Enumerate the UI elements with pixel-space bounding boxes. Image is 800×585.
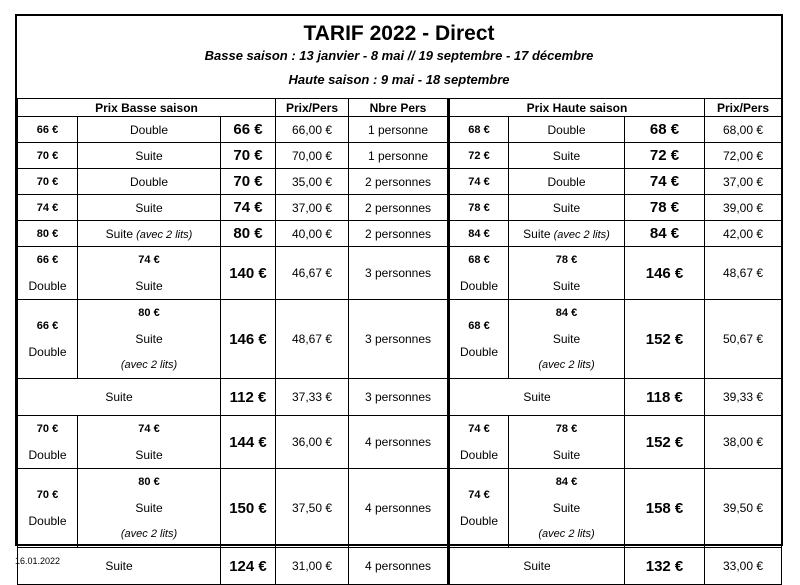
haute-per-person: 38,00 € <box>705 416 782 469</box>
basse-room2 <box>78 416 221 469</box>
header <box>17 16 781 98</box>
room-price: 68 € <box>468 320 490 332</box>
room-type-label: Double <box>459 448 499 462</box>
room-price: 70 € <box>36 423 59 435</box>
basse-saison-dates: Basse saison : 13 janvier - 8 mai // 19 septembre - 17 décembre <box>204 48 594 63</box>
haute-per-person: 33,00 € <box>705 548 782 585</box>
room-type-label: Suite <box>552 448 581 462</box>
room-type-label: Suite <box>135 148 163 163</box>
basse-total: 74 € <box>221 195 276 221</box>
room-note: (avec 2 lits) <box>538 528 595 540</box>
basse-total: 124 € <box>221 548 276 585</box>
room-price: 84 € <box>555 307 578 319</box>
room-note: (avec 2 lits) <box>550 228 610 241</box>
room-price: 80 € <box>138 307 160 319</box>
basse-room-price: 70 € <box>18 169 78 195</box>
haute-room2 <box>509 247 625 300</box>
nbre-pers: 4 personnes <box>349 469 449 548</box>
haute-total: 74 € <box>625 169 705 195</box>
basse-total: 150 € <box>221 469 276 548</box>
basse-total: 80 € <box>221 221 276 247</box>
room-type-label: Double <box>28 448 67 462</box>
basse-per-person: 35,00 € <box>276 169 349 195</box>
room-note: (avec 2 lits) <box>538 359 595 371</box>
room-type-label: Double <box>129 122 169 137</box>
room-price: 74 € <box>138 423 160 435</box>
nbre-pers: 2 personnes <box>349 221 449 247</box>
room-type-label: Suite <box>552 332 581 346</box>
basse-room2 <box>78 247 221 300</box>
haute-total: 152 € <box>625 416 705 469</box>
room-price: 68 € <box>468 254 490 266</box>
room-note: (avec 2 lits) <box>120 528 178 540</box>
haute-per-person: 48,67 € <box>705 247 782 300</box>
basse-room2 <box>78 300 221 379</box>
haute-room-price: 72 € <box>449 143 509 169</box>
haute-per-person: 72,00 € <box>705 143 782 169</box>
room-price: 80 € <box>138 476 160 488</box>
haute-room-type <box>509 117 625 143</box>
room-note: (avec 2 lits) <box>120 359 178 371</box>
room-price: 66 € <box>36 254 59 266</box>
room-type-label: Double <box>547 174 586 189</box>
nbre-pers: 3 personnes <box>349 300 449 379</box>
haute-total: 78 € <box>625 195 705 221</box>
room-type-label: Suite <box>105 226 134 241</box>
basse-total: 70 € <box>221 143 276 169</box>
table-row <box>18 221 782 247</box>
nbre-pers: 2 personnes <box>349 169 449 195</box>
table-row <box>18 379 782 416</box>
basse-total: 140 € <box>221 247 276 300</box>
nbre-pers: 1 personne <box>349 143 449 169</box>
haute-per-person: 37,00 € <box>705 169 782 195</box>
nbre-pers: 3 personnes <box>349 379 449 416</box>
room-price: 84 € <box>555 476 578 488</box>
basse-room-type <box>78 143 221 169</box>
room-price: 74 € <box>468 489 490 501</box>
haute-room1 <box>449 469 509 548</box>
haute-room2 <box>509 469 625 548</box>
haute-per-person: 39,50 € <box>705 469 782 548</box>
haute-total: 68 € <box>625 117 705 143</box>
room-type-label: Double <box>28 514 67 528</box>
basse-per-person: 48,67 € <box>276 300 349 379</box>
haute-room-price: 68 € <box>449 117 509 143</box>
col-prix-pers-basse: Prix/Pers <box>276 99 349 117</box>
room-type-label: Suite <box>135 332 163 346</box>
room-type-label: Suite <box>135 501 163 515</box>
room-type-label: Double <box>459 514 499 528</box>
table-row <box>18 143 782 169</box>
nbre-pers: 2 personnes <box>349 195 449 221</box>
haute-per-person: 42,00 € <box>705 221 782 247</box>
basse-room1 <box>18 300 78 379</box>
basse-per-person: 46,67 € <box>276 247 349 300</box>
room-type-label: Double <box>547 122 586 137</box>
room-note: (avec 2 lits) <box>133 228 193 241</box>
table-row <box>18 300 782 379</box>
room-price: 78 € <box>555 254 578 266</box>
table-row <box>18 416 782 469</box>
room-price: 74 € <box>468 423 490 435</box>
haute-total: 72 € <box>625 143 705 169</box>
table-row <box>18 247 782 300</box>
room-price: 74 € <box>138 254 160 266</box>
table-row <box>18 548 782 585</box>
haute-total: 158 € <box>625 469 705 548</box>
basse-per-person: 37,00 € <box>276 195 349 221</box>
table-header-row <box>18 99 782 117</box>
basse-per-person: 37,50 € <box>276 469 349 548</box>
room-type-label: Double <box>459 279 499 293</box>
col-prix-pers-haute: Prix/Pers <box>705 99 782 117</box>
basse-per-person: 37,33 € <box>276 379 349 416</box>
basse-room-price: 66 € <box>18 117 78 143</box>
room-type-label: Double <box>28 345 67 359</box>
haute-suite-label: Suite <box>449 548 625 585</box>
basse-total: 66 € <box>221 117 276 143</box>
haute-room-price: 78 € <box>449 195 509 221</box>
haute-per-person: 39,33 € <box>705 379 782 416</box>
basse-room-price: 70 € <box>18 143 78 169</box>
basse-room2 <box>78 469 221 548</box>
basse-room-type <box>78 195 221 221</box>
room-type-label: Suite <box>523 226 551 241</box>
haute-room-type <box>509 143 625 169</box>
table-row <box>18 169 782 195</box>
col-prix-basse: Prix Basse saison <box>18 99 276 117</box>
basse-per-person: 36,00 € <box>276 416 349 469</box>
room-price: 78 € <box>555 423 578 435</box>
room-type-label: Suite <box>135 448 163 462</box>
nbre-pers: 4 personnes <box>349 416 449 469</box>
table-row <box>18 117 782 143</box>
basse-suite-label: Suite <box>18 379 221 416</box>
nbre-pers: 3 personnes <box>349 247 449 300</box>
basse-room1 <box>18 416 78 469</box>
basse-total: 146 € <box>221 300 276 379</box>
basse-total: 144 € <box>221 416 276 469</box>
nbre-pers: 1 personne <box>349 117 449 143</box>
basse-total: 112 € <box>221 379 276 416</box>
haute-room-type <box>509 221 625 247</box>
room-type-label: Double <box>129 174 169 189</box>
room-type-label: Suite <box>552 501 581 515</box>
basse-per-person: 40,00 € <box>276 221 349 247</box>
basse-room-type <box>78 221 221 247</box>
haute-suite-label: Suite <box>449 379 625 416</box>
haute-room1 <box>449 247 509 300</box>
haute-room-type <box>509 169 625 195</box>
room-price: 66 € <box>36 320 59 332</box>
haute-room-price: 74 € <box>449 169 509 195</box>
room-type-label: Suite <box>552 279 581 293</box>
col-nbre-pers: Nbre Pers <box>349 99 449 117</box>
basse-room-price: 80 € <box>18 221 78 247</box>
basse-room-type <box>78 117 221 143</box>
table-row <box>18 469 782 548</box>
haute-total: 132 € <box>625 548 705 585</box>
page-title: TARIF 2022 - Direct <box>303 22 495 45</box>
room-price: 70 € <box>36 489 59 501</box>
haute-total: 146 € <box>625 247 705 300</box>
basse-room-price: 74 € <box>18 195 78 221</box>
haute-room1 <box>449 300 509 379</box>
haute-room-type <box>509 195 625 221</box>
haute-per-person: 39,00 € <box>705 195 782 221</box>
basse-suite-label: Suite <box>18 548 221 585</box>
haute-per-person: 68,00 € <box>705 117 782 143</box>
col-prix-haute: Prix Haute saison <box>449 99 705 117</box>
basse-per-person: 70,00 € <box>276 143 349 169</box>
haute-room1 <box>449 416 509 469</box>
haute-per-person: 50,67 € <box>705 300 782 379</box>
room-type-label: Double <box>459 345 499 359</box>
basse-per-person: 66,00 € <box>276 117 349 143</box>
haute-room2 <box>509 416 625 469</box>
haute-room-price: 84 € <box>449 221 509 247</box>
basse-room1 <box>18 469 78 548</box>
room-type-label: Suite <box>135 200 163 215</box>
basse-total: 70 € <box>221 169 276 195</box>
basse-room-type <box>78 169 221 195</box>
tariff-table <box>17 98 782 585</box>
haute-room2 <box>509 300 625 379</box>
room-type-label: Suite <box>552 200 581 215</box>
haute-total: 152 € <box>625 300 705 379</box>
room-type-label: Double <box>28 279 67 293</box>
basse-per-person: 31,00 € <box>276 548 349 585</box>
table-row <box>18 195 782 221</box>
room-type-label: Suite <box>135 279 163 293</box>
room-type-label: Suite <box>552 148 581 163</box>
nbre-pers: 4 personnes <box>349 548 449 585</box>
basse-room1 <box>18 247 78 300</box>
haute-total: 118 € <box>625 379 705 416</box>
haute-saison-dates: Haute saison : 9 mai - 18 septembre <box>288 72 510 87</box>
haute-total: 84 € <box>625 221 705 247</box>
footer-date: 16.01.2022 <box>15 556 61 566</box>
